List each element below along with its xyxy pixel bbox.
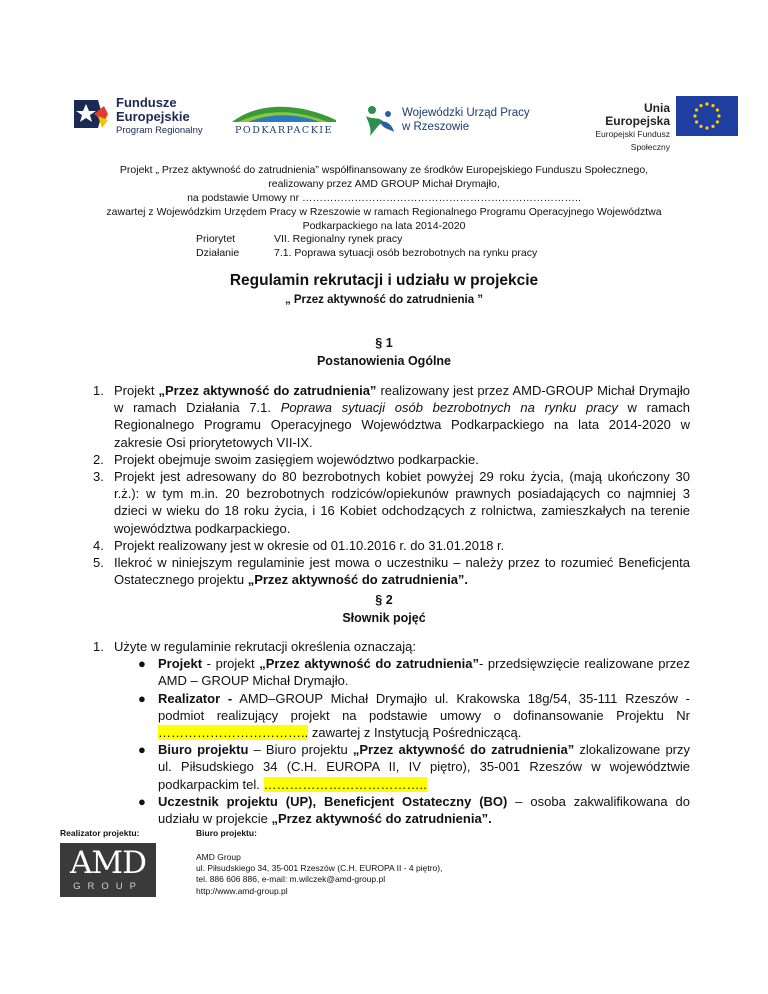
podkarpackie-hills-icon (228, 100, 340, 124)
section1-number: § 1 (375, 336, 393, 350)
item-number: 1. (93, 639, 104, 654)
section2-heading: Słownik pojęć (342, 611, 426, 625)
header-line1: Projekt „ Przez aktywność do zatrudnienia” współfinansowany ze środków Europejskiego Funduszu Społecznego, (119, 164, 649, 176)
fe-logo-line1: Fundusze (116, 95, 177, 110)
section1-list (93, 382, 690, 588)
item-text: Projekt obejmuje swoim zasięgiem województwo podkarpackie. (114, 451, 479, 467)
item-text: Projekt jest adresowany do 80 bezrobotnych kobiet powyżej 29 roku życia, (mają ukończony 30 r.ż.): w tym m.in. 20 bezrobotnych rodziców/opiekunów prawnych posiadających co najmniej 3 dzieci w wieku do 18 roku życia, i 16 Kobiet odchodzących z rolnictwa, zamieszkałych na terenie województwa podkarpackiego. (114, 469, 690, 536)
item-text: realizowany jest przez AMD-GROUP Michał Drymajło w ramach Działania 7.1. (114, 383, 691, 416)
header-line2: realizowany przez AMD GROUP Michał Drymajło, (268, 178, 500, 190)
section2-list (93, 638, 690, 827)
item-text: - projekt (202, 656, 260, 672)
item-text: - przedsięwzięcie realizowane przez AMD – GROUP Michał Drymajło. (158, 656, 691, 689)
item-bold: Realizator - (158, 690, 233, 706)
header-line3: na podstawie Umowy nr …………………………………………………………………….. (187, 192, 581, 204)
footer-phone-email: tel. 886 606 886, e-mail: m.wilczek@amd-group.pl (196, 874, 386, 885)
fundusze-europejskie-logo (72, 92, 212, 138)
bullet-item (93, 655, 690, 689)
section1-heading: Postanowienia Ogólne (316, 354, 452, 368)
list-item (93, 468, 690, 537)
eu-flag-icon (676, 96, 738, 136)
item-text: AMD–GROUP Michał Drymajło ul. Krakowska 18g/54, 35-111 Rzeszów - podmiot realizujący projekt na podstawie umowy o dofinansowanie Projektu Nr (158, 690, 690, 723)
footer-website-link[interactable]: http://www.amd-group.pl (196, 885, 288, 896)
item-number: 1. (93, 383, 104, 398)
footer-address: ul. Piłsudskiego 34, 35-001 Rzeszów (C.H. EUROPA II - 4 piętro), (196, 863, 443, 874)
wup-logo-line1: Wojewódzki Urząd Pracy (402, 107, 530, 119)
realizator-label: Realizator projektu: (60, 828, 140, 838)
item-text: Projekt (114, 383, 159, 398)
footer-contact (196, 852, 442, 897)
section2-number: § 2 (375, 593, 393, 607)
list-item (93, 451, 690, 468)
item-bold: Biuro projektu (158, 742, 249, 758)
item-number: 4. (93, 537, 104, 553)
podkarpackie-logo (228, 100, 340, 136)
item-text: zawartej z Instytucją Pośredniczącą. (308, 725, 522, 741)
bullet-item (93, 793, 690, 827)
item-italic: Poprawa sytuacji osób bezrobotnych na rynku pracy (280, 400, 618, 416)
priorytet-label: Priorytet (196, 233, 236, 245)
unia-europejska-logo (580, 96, 740, 152)
wup-figure-icon (362, 102, 398, 138)
item-text: Ilekroć w niniejszym regulaminie jest mowa o uczestniku – należy przez to rozumieć Beneficjenta Ostatecznego projektu (114, 555, 690, 588)
item-text: zlokalizowane przy ul. Piłsudskiego 34 (C.H. EUROPA II, IV piętro), 35-001 Rzeszów w województwie podkarpackim tel. (158, 742, 691, 792)
fe-logo-line3: Program Regionalny (116, 125, 203, 136)
item-number: 5. (93, 555, 104, 571)
item-text: – osoba zakwalifikowana do udziału w projekcie (158, 793, 690, 827)
dzialanie-value: 7.1. Poprawa sytuacji osób bezrobotnych na rynku pracy (274, 247, 538, 259)
footer-company: AMD Group (196, 852, 241, 862)
highlighted-placeholder: ……………………………….. (263, 776, 427, 792)
item-bold: „Przez aktywność do zatrudnienia” (259, 656, 479, 672)
bullet-item (93, 690, 690, 742)
highlighted-placeholder: …………………………….. (158, 725, 309, 741)
item-number: 3. (93, 469, 104, 485)
item-bold: Projekt (158, 656, 203, 672)
list-item (93, 554, 690, 588)
bullet-item (93, 741, 690, 793)
bullet-icon: ● (138, 656, 146, 672)
ue-logo-line2: Europejski Fundusz Społeczny (595, 129, 670, 152)
fe-star-icon (72, 94, 112, 134)
item-bold: Uczestnik projektu (UP), Beneficjent Ostateczny (BO) (158, 793, 508, 809)
bullet-icon: ● (138, 690, 146, 706)
item-text: Projekt realizowany jest w okresie od 01.10.2016 r. do 31.01.2018 r. (114, 537, 505, 553)
list-item (93, 382, 690, 451)
document-subtitle: „ Przez aktywność do zatrudnienia ” (284, 294, 484, 306)
header-line4: zawartej z Wojewódzkim Urzędem Pracy w Rzeszowie w ramach Regionalnego Programu Operacyjnego Województwa (106, 206, 662, 218)
list-item (93, 638, 690, 655)
bullet-icon: ● (138, 742, 146, 758)
item-text: Użyte w regulaminie rekrutacji określenia oznaczają: (114, 639, 417, 654)
podkarpackie-word: PODKARPACKIE (235, 125, 333, 136)
amd-logo-word: AMD (70, 845, 146, 881)
dzialanie-label: Działanie (196, 247, 240, 259)
document-title: Regulamin rekrutacji i udziału w projekcie (229, 272, 539, 289)
item-text: – Biuro projektu (248, 742, 353, 758)
bullet-icon: ● (138, 793, 146, 809)
item-bold: „Przez aktywność do zatrudnienia”. (247, 572, 469, 588)
ue-logo-line1: Unia Europejska (605, 101, 670, 128)
item-bold: „Przez aktywność do zatrudnienia” (158, 383, 377, 398)
wup-logo-line2: w Rzeszowie (402, 121, 470, 133)
item-text: w ramach Regionalnego Programu Operacyjnego Województwa Podkarpackiego na lata 2014-2020 w zakresie Osi priorytetowych VII-IX. (114, 400, 690, 450)
amd-group-logo (60, 843, 156, 897)
eu-stars-icon (676, 96, 738, 136)
biuro-label: Biuro projektu: (196, 828, 257, 838)
list-item (93, 537, 690, 554)
header-line5: Podkarpackiego na lata 2014-2020 (302, 220, 466, 232)
item-number: 2. (93, 451, 104, 467)
fe-logo-line2: Europejskie (116, 109, 190, 124)
wup-logo (362, 100, 542, 140)
priorytet-value: VII. Regionalny rynek pracy (274, 233, 403, 245)
item-bold: „Przez aktywność do zatrudnienia”. (271, 811, 492, 827)
item-bold: „Przez aktywność do zatrudnienia” (352, 742, 575, 758)
amd-logo-group: GROUP (73, 881, 143, 892)
